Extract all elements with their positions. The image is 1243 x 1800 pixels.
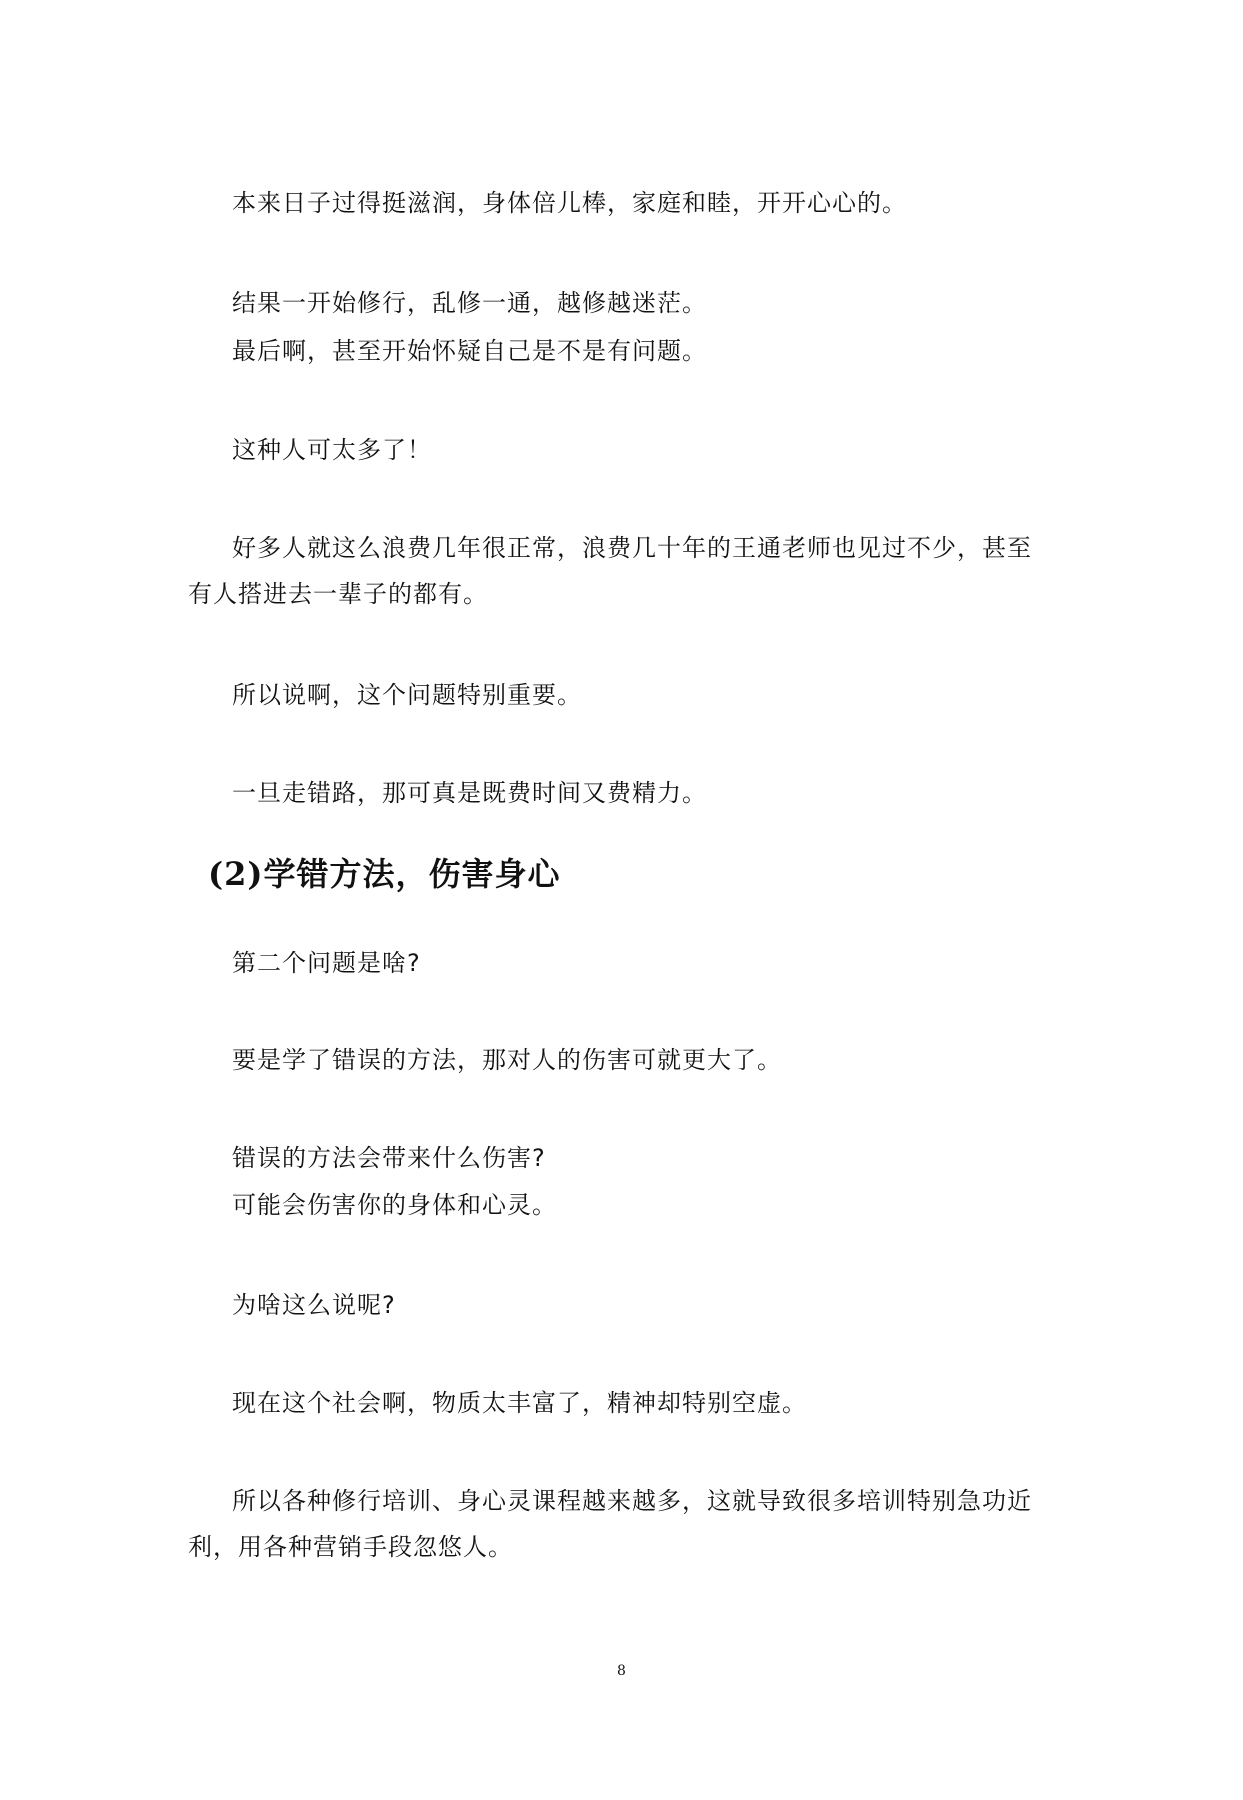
paragraph: 一旦走错路，那可真是既费时间又费精力。	[232, 779, 707, 807]
paragraph: 这种人可太多了！	[232, 436, 432, 464]
paragraph: 可能会伤害你的身体和心灵。	[232, 1191, 557, 1219]
paragraph: 所以各种修行培训、身心灵课程越来越多，这就导致很多培训特别急功近利，用各种营销手段忽悠人。	[188, 1487, 1032, 1561]
paragraph: 错误的方法会带来什么伤害?	[232, 1144, 546, 1172]
section-heading: (2)学错方法，伤害身心	[208, 855, 561, 893]
paragraph: 最后啊，甚至开始怀疑自己是不是有问题。	[232, 337, 707, 365]
paragraph: 本来日子过得挺滋润，身体倍儿棒，家庭和睦，开开心心的。	[232, 189, 907, 217]
paragraph: 现在这个社会啊，物质太丰富了，精神却特别空虚。	[232, 1389, 807, 1417]
paragraph: 要是学了错误的方法，那对人的伤害可就更大了。	[232, 1046, 782, 1074]
paragraph: 好多人就这么浪费几年很正常，浪费几十年的王通老师也见过不少，甚至有人搭进去一辈子的都有。	[188, 534, 1032, 608]
paragraph: 所以说啊，这个问题特别重要。	[232, 681, 582, 709]
page-number: 8	[617, 1663, 626, 1679]
paragraph: 结果一开始修行，乱修一通，越修越迷茫。	[232, 289, 707, 317]
paragraph: 为啥这么说呢?	[232, 1291, 396, 1319]
paragraph: 第二个问题是啥?	[232, 949, 421, 977]
